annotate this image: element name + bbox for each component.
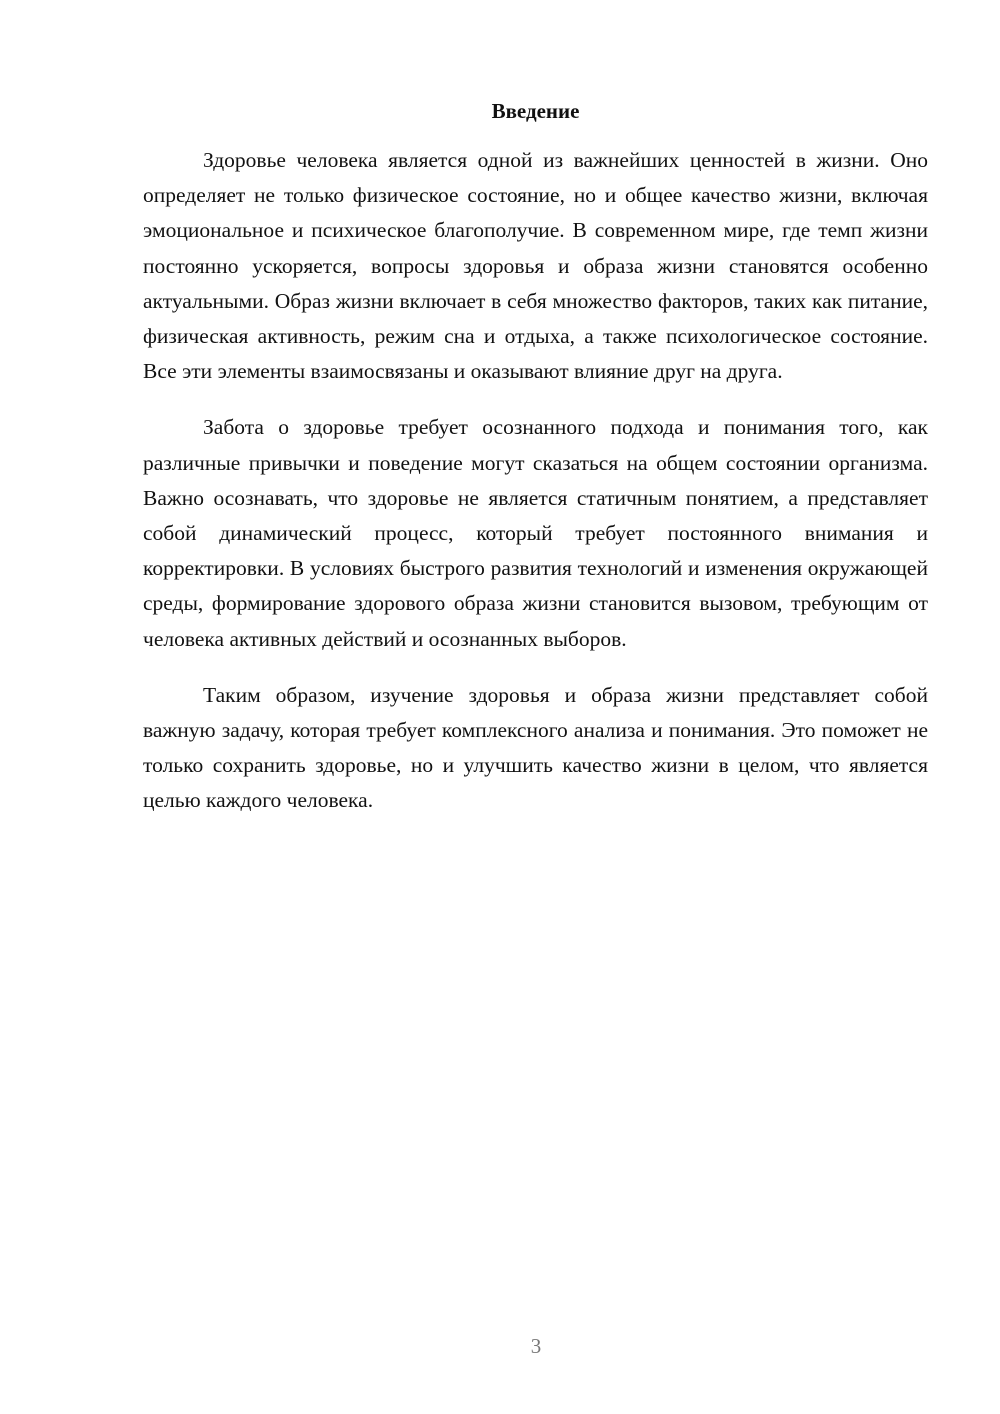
document-body	[143, 143, 928, 840]
section-title: Введение	[491, 99, 580, 123]
paragraph-3: Таким образом, изучение здоровья и образа жизни представляет собой важную задачу, которая требует комплексного анализа и понимания. Это поможет не только сохранить здоровье, но и улучшить качество жизни в целом, что является целью каждого человека.	[143, 682, 928, 813]
page-number: 3	[530, 1334, 542, 1358]
paragraph-2: Забота о здоровье требует осознанного подхода и понимания того, как различные привычки и поведение могут сказаться на общем состоянии организма. Важно осознавать, что здоровье не является статичным понятием, а представляет собой динамический процесс, который требует постоянного внимания и корректировки. В условиях быстрого развития технологий и изменения окружающей среды, формирование здорового образа жизни становится вызовом, требующим от человека активных действий и осознанных выборов.	[143, 415, 928, 651]
paragraph-1: Здоровье человека является одной из важнейших ценностей в жизни. Оно определяет не только физическое состояние, но и общее качество жизни, включая эмоциональное и психическое благополучие. В современном мире, где темп жизни постоянно ускоряется, вопросы здоровья и образа жизни становятся особенно актуальными. Образ жизни включает в себя множество факторов, таких как питание, физическая активность, режим сна и отдыха, а также психологическое состояние. Все эти элементы взаимосвязаны и оказывают влияние друг на друга.	[143, 148, 928, 384]
